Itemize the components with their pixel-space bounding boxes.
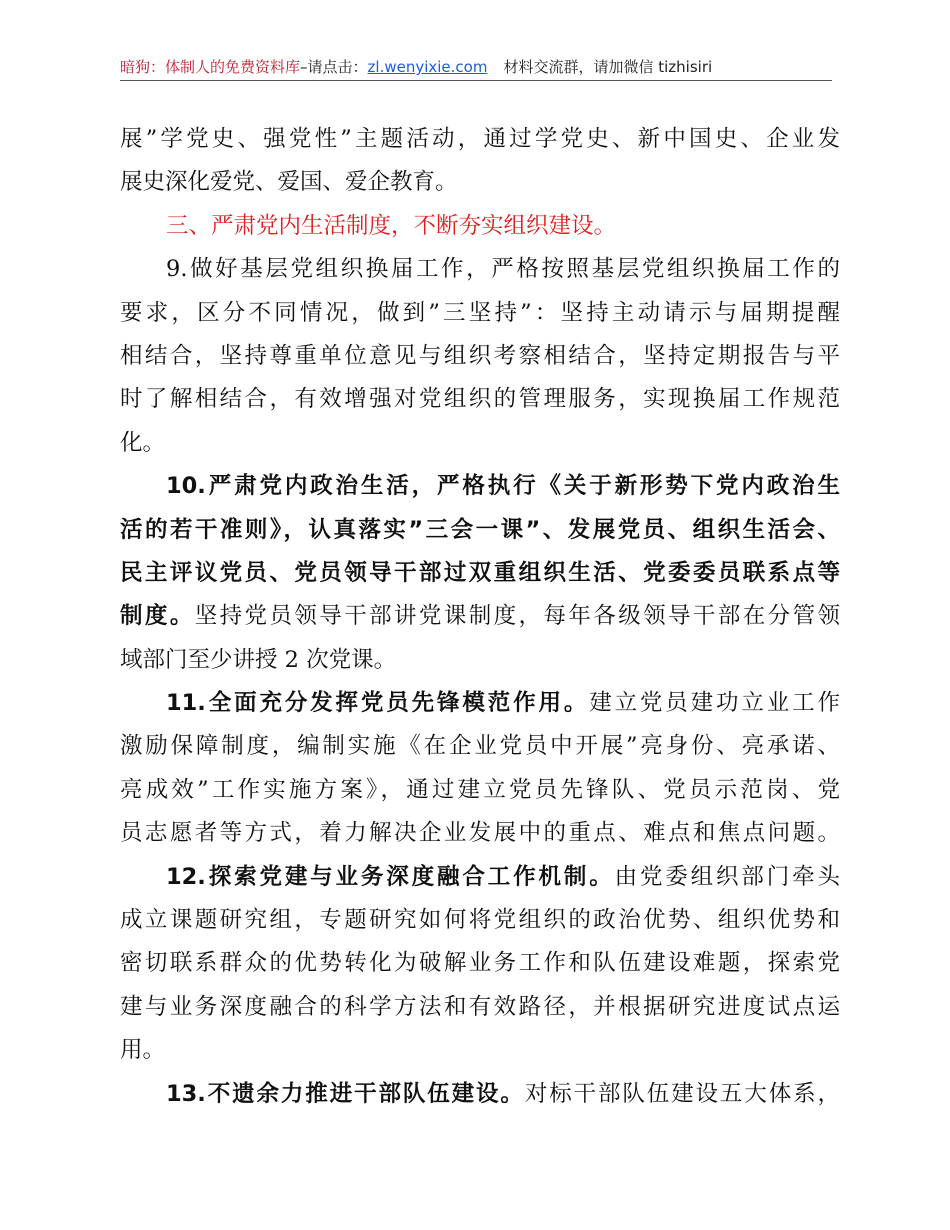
paragraph-text: 对标干部队伍建设五大体系， bbox=[524, 1080, 840, 1107]
paragraph-bold-lead: 12.探索党建与业务深度融合工作机制。 bbox=[166, 863, 615, 890]
paragraph-line: 域部门至少讲授 2 次党课。 bbox=[120, 646, 397, 673]
header-contact: 材料交流群，请加微信 tizhisiri bbox=[503, 58, 713, 76]
paragraph-line: 员志愿者等方式，着力解决企业发展中的重点、难点和焦点问题。 bbox=[120, 820, 840, 847]
paragraph-bold-lead: 制度。 bbox=[120, 603, 195, 630]
paragraph-line: 密切联系群众的优势转化为破解业务工作和队伍建设难题，探索党 bbox=[120, 950, 840, 977]
section-heading: 三、严肃党内生活制度，不断夯实组织建设。 bbox=[166, 212, 617, 239]
page-header bbox=[120, 52, 832, 82]
paragraph-line: 亮成效”工作实施方案》，通过建立党员先锋队、党员示范岗、党 bbox=[120, 776, 840, 803]
paragraph-line: 相结合，坚持尊重单位意见与组织考察相结合，坚持定期报告与平 bbox=[120, 342, 840, 369]
paragraph-text: 坚持党员领导干部讲党课制度，每年各级领导干部在分管领 bbox=[194, 603, 840, 630]
document-body bbox=[120, 118, 840, 1116]
paragraph-line: 时了解相结合，有效增强对党组织的管理服务，实现换届工作规范 bbox=[120, 386, 840, 413]
paragraph-line: 成立课题研究组，专题研究如何将党组织的政治优势、组织优势和 bbox=[120, 907, 840, 934]
header-divider bbox=[120, 80, 832, 81]
paragraph-line: 用。 bbox=[120, 1037, 166, 1064]
paragraph-bold-line: 活的若干准则》，认真落实”三会一课”、发展党员、组织生活会、 bbox=[120, 516, 840, 543]
paragraph-text: 由党委组织部门牵头 bbox=[614, 863, 840, 890]
paragraph-line: 建与业务深度融合的科学方法和有效路径，并根据研究进度试点运 bbox=[120, 993, 840, 1020]
paragraph-bold-line: 10.严肃党内政治生活，严格执行《关于新形势下党内政治生 bbox=[166, 473, 840, 500]
paragraph-text: 建立党员建功立业工作 bbox=[589, 690, 840, 717]
paragraph-bold-lead: 13.不遗余力推进干部队伍建设。 bbox=[166, 1080, 525, 1107]
header-prompt: –请点击： bbox=[300, 58, 368, 76]
paragraph-line: 展史深化爱党、爱国、爱企教育。 bbox=[120, 169, 458, 196]
paragraph-line: 化。 bbox=[120, 429, 166, 456]
header-brand: 暗狗：体制人的免费资料库 bbox=[120, 58, 301, 76]
header-url-link[interactable]: zl.wenyixie.com bbox=[367, 58, 488, 76]
paragraph-bold-lead: 11.全面充分发挥党员先锋模范作用。 bbox=[166, 690, 590, 717]
paragraph-line: 展”学党史、强党性”主题活动，通过学党史、新中国史、企业发 bbox=[120, 126, 840, 152]
paragraph-line: 要求，区分不同情况，做到”三坚持”：坚持主动请示与届期提醒 bbox=[120, 299, 840, 326]
paragraph-bold-line: 民主评议党员、党员领导干部过双重组织生活、党委委员联系点等 bbox=[120, 559, 840, 586]
paragraph-line: 激励保障制度，编制实施《在企业党员中开展”亮身份、亮承诺、 bbox=[120, 733, 840, 760]
paragraph-line: 9.做好基层党组织换届工作，严格按照基层党组织换届工作的 bbox=[166, 256, 840, 283]
